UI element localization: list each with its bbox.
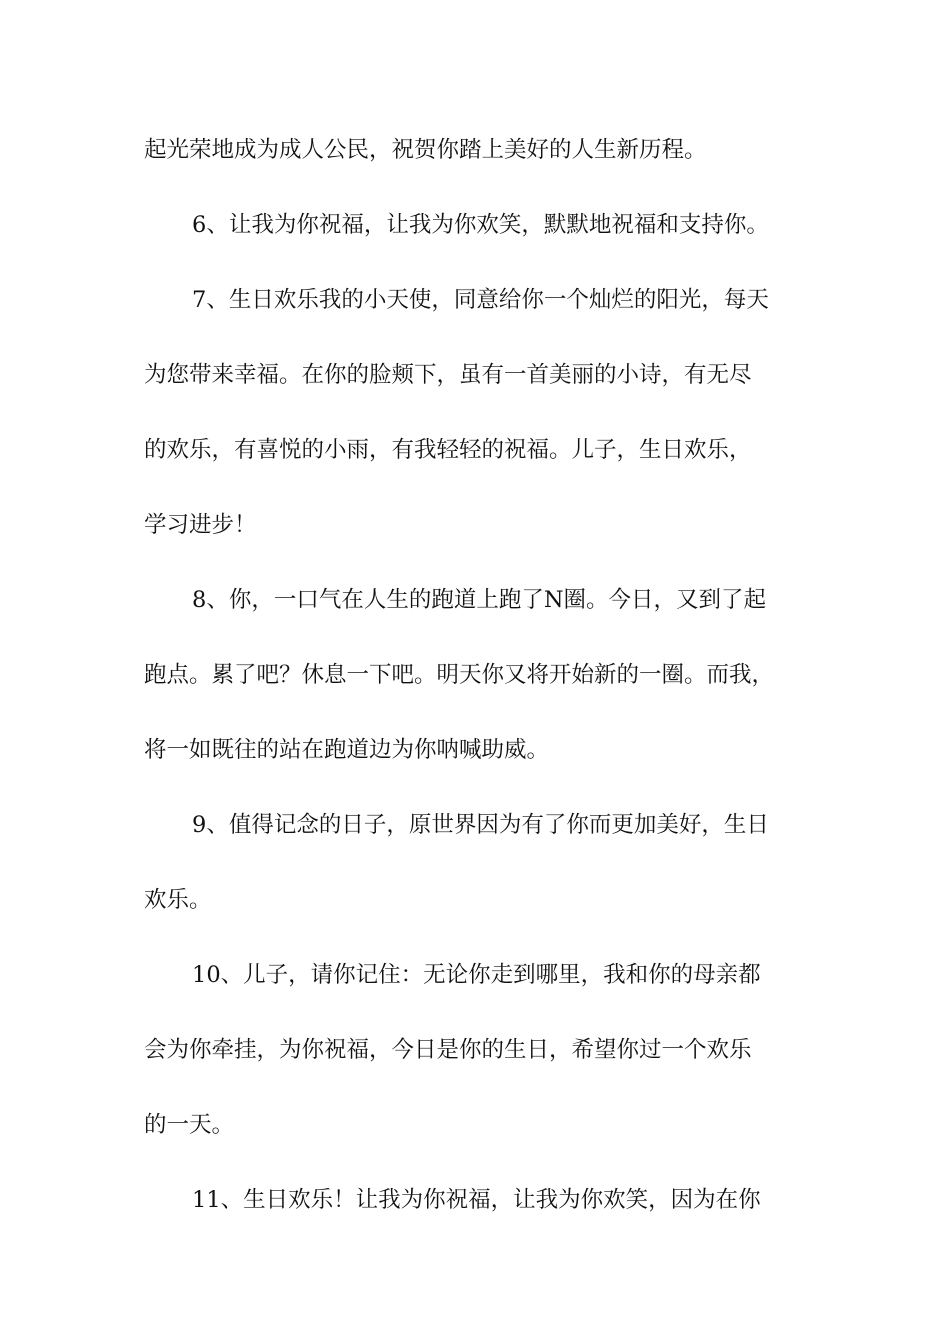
text-line: 将一如既往的站在跑道边为你呐喊助威。 [144,737,550,763]
text-line: 11、生日欢乐！让我为你祝福，让我为你欢笑，因为在你 [192,1187,761,1213]
text-line: 10、儿子，请你记住：无论你走到哪里，我和你的母亲都 [192,962,761,988]
text-line: 欢乐。 [144,887,212,913]
text-line: 9、值得记念的日子，原世界因为有了你而更加美好，生日 [192,812,769,838]
text-line: 为您带来幸福。在你的脸颊下，虽有一首美丽的小诗，有无尽 [144,362,752,388]
text-line: 会为你牵挂，为你祝福，今日是你的生日，希望你过一个欢乐 [144,1037,752,1063]
text-line: 学习进步！ [144,512,257,538]
text-line: 的一天。 [144,1112,235,1138]
text-line: 起光荣地成为成人公民，祝贺你踏上美好的人生新历程。 [144,137,707,163]
text-line: 8、你，一口气在人生的跑道上跑了N圈。今日，又到了起 [192,587,767,613]
text-line: 跑点。累了吧？休息一下吧。明天你又将开始新的一圈。而我， [144,662,775,688]
text-line: 的欢乐，有喜悦的小雨，有我轻轻的祝福。儿子，生日欢乐， [144,437,752,463]
text-line: 6、让我为你祝福，让我为你欢笑，默默地祝福和支持你。 [192,212,769,238]
text-line: 7、生日欢乐我的小天使，同意给你一个灿烂的阳光，每天 [192,287,769,313]
